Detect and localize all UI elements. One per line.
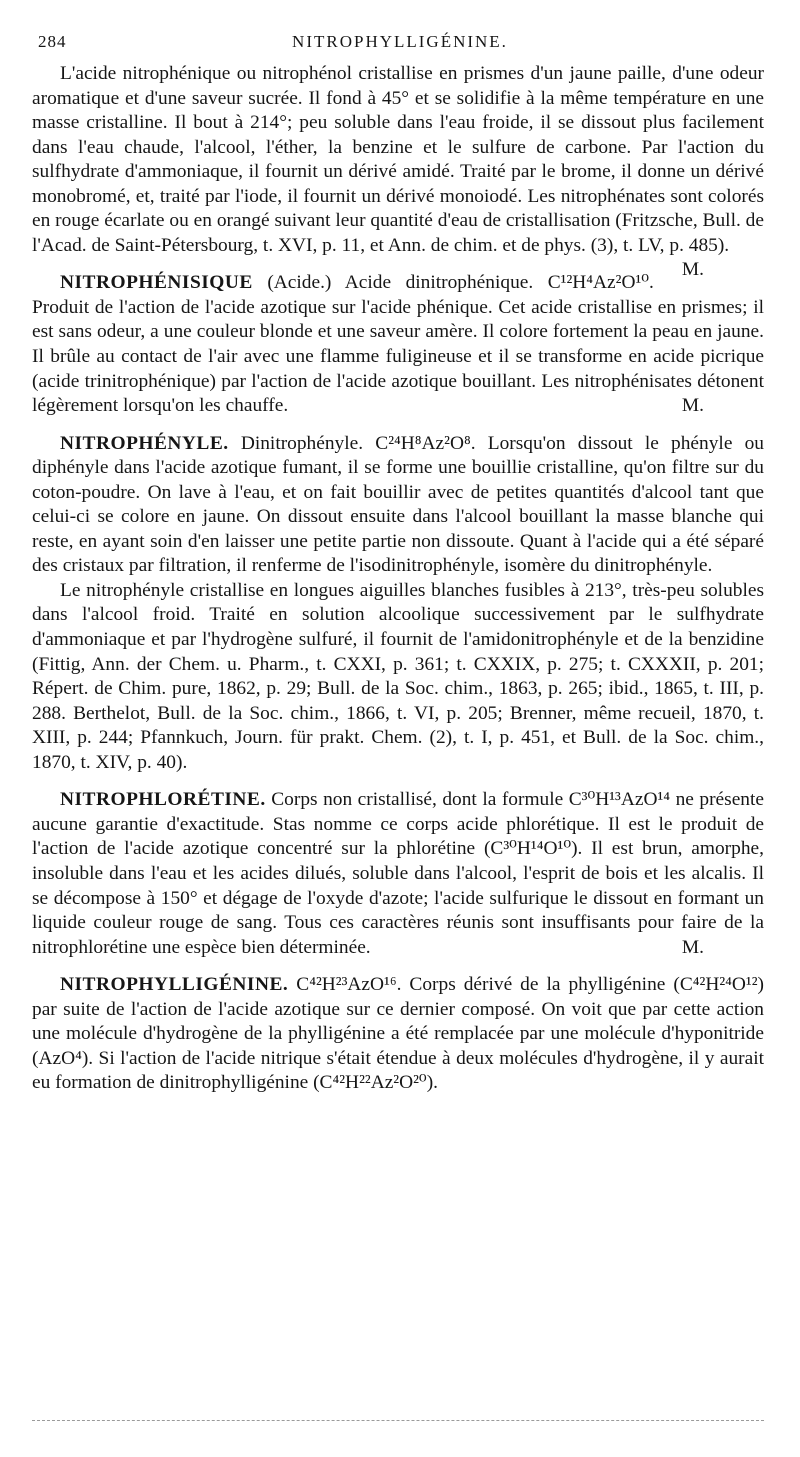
page-body: [32, 62, 764, 1109]
entry-paragraph: [32, 62, 764, 281]
author-signature: M.: [681, 259, 704, 281]
paragraph-text: Dinitrophényle. C²⁴H⁸Az²O⁸. Lorsqu'on dissout le phényle ou diphényle dans l'acide azotique fumant, il se forme une bouillie cristalline, qu'on filtre sur du coton-poudre. On lave à l'eau, et on fait bouillir avec de petites quantités d'alcool tant que celui-ci se colore en jaune. On dissout ensuite dans l'alcool bouillant la masse blanche qui reste, en ayant soin d'en laisser une petite partie non dissoute. Quant à l'acide qui a été séparé des cristaux par filtration, il renferme de l'isodinitrophényle, isomère du dinitrophényle.: [32, 432, 764, 577]
entry-headword: NITROPHYLLIGÉNINE.: [60, 974, 289, 996]
entry-paragraph: [32, 271, 764, 418]
entry-paragraph: [32, 973, 764, 1096]
entry-headword: NITROPHLORÉTINE.: [60, 789, 266, 811]
entry-nitrophenisique: [32, 271, 764, 418]
paragraph-text: Corps non cristallisé, dont la formule C³⁰H¹³AzO¹⁴ ne présente aucune garantie d'exactitude. Stas nomme ce corps acide phlorétique. Il est le produit de l'action de l'acide azotique concentré sur la phlorétine (C³⁰H¹⁴O¹⁰). Il est brun, amorphe, insoluble dans l'eau et les acides dilués, soluble dans l'alcool, l'esprit de bois et les alcalis. Il se décompose à 150° et dégage de l'oxyde d'azote; l'acide sulfurique le dissout en formant un liquide couleur rouge de sang. Tous ces caractères réunis sont insuffisants pour faire de la nitrophlorétine une espèce bien déterminée.: [32, 789, 764, 958]
entry-nitrophloretine: [32, 788, 764, 960]
running-title: NITROPHYLLIGÉNINE.: [292, 32, 508, 51]
entry-headword: NITROPHÉNYLE.: [60, 432, 229, 454]
entry-paragraph: [32, 579, 764, 775]
entry-paragraph: [32, 788, 764, 960]
page-number: 284: [38, 32, 67, 51]
page-header: [38, 32, 762, 56]
paragraph-text: L'acide nitrophénique ou nitrophénol cristallise en prismes d'un jaune paille, d'une odeur aromatique et d'une saveur sucrée. Il fond à 45° et se solidifie à la même température en une masse cristalline. Il bout à 214°; peu soluble dans l'eau froide, il se dissout plus facilement dans l'eau chaude, l'alcool, l'éther, la benzine et le sulfure de carbone. Par l'action du sulfhydrate d'ammoniaque, il fournit un dérivé amidé. Traité par le brome, il donne un dérivé monobromé, et, traité par l'iode, il fournit un dérivé monoiodé. Les nitrophénates sont colorés en rouge écarlate ou en orangé suivant leur quantité d'eau de cristallisation (Fritzsche, Bull. de l'Acad. de Saint-Pétersbourg, t. XVI, p. 11, et Ann. de chim. et de phys. (3), t. LV, p. 485).: [32, 63, 764, 256]
paragraph-text: C⁴²H²³AzO¹⁶. Corps dérivé de la phylligénine (C⁴²H²⁴O¹²) par suite de l'action de l'acide azotique sur ce dernier composé. On voit que par cette action une molécule d'hydrogène de la phylligénine a été remplacée par une molécule d'hyponitride (AzO⁴). Si l'action de l'acide nitrique s'était étendue à deux molécules d'hydrogène, il y aurait eu formation de dinitrophylligénine (C⁴²H²²Az²O²⁰).: [32, 974, 764, 1094]
paragraph-text: Le nitrophényle cristallise en longues aiguilles blanches fusibles à 213°, très-peu solubles dans l'alcool froid. Traité en solution alcoolique successivement par le sulfhydrate d'ammoniaque et par l'hydrogène sulfuré, il fournit de l'amidonitrophényle et de la benzidine (Fittig, Ann. der Chem. u. Pharm., t. CXXI, p. 361; t. CXXIX, p. 275; t. CXXXII, p. 201; Répert. de Chim. pure, 1862, p. 29; Bull. de la Soc. chim., 1863, p. 265; ibid., 1865, t. III, p. 288. Berthelot, Bull. de la Soc. chim., 1866, t. VI, p. 205; Brenner, même recueil, 1870, t. XIII, p. 244; Pfannkuch, Journ. für prakt. Chem. (2), t. I, p. 451, et Bull. de la Soc. chim., 1870, t. XIV, p. 40).: [32, 579, 764, 773]
entry-nitrophylligenine: [32, 973, 764, 1096]
entry-nitrophenique-continuation: [32, 62, 764, 281]
bottom-rule: [32, 1420, 764, 1421]
paragraph-text: (Acide.) Acide dinitrophénique. C¹²H⁴Az²O¹⁰. Produit de l'action de l'acide azotique sur l'acide phénique. Cet acide cristallise en prismes; il est sans odeur, a une couleur blonde et une saveur amère. Il colore fortement la peau en jaune. Il brûle au contact de l'air avec une flamme fuligineuse et il se transforme en acide picrique (acide trinitrophénique) par l'action de l'acide azotique bouillant. Les nitrophénisates détonent légèrement lorsqu'on les chauffe.: [32, 272, 764, 417]
author-signature: M.: [681, 936, 704, 958]
entry-paragraph: [32, 432, 764, 579]
entry-headword: NITROPHÉNISIQUE: [60, 272, 253, 294]
author-signature: M.: [681, 395, 704, 417]
entry-nitrophenyle: [32, 432, 764, 776]
